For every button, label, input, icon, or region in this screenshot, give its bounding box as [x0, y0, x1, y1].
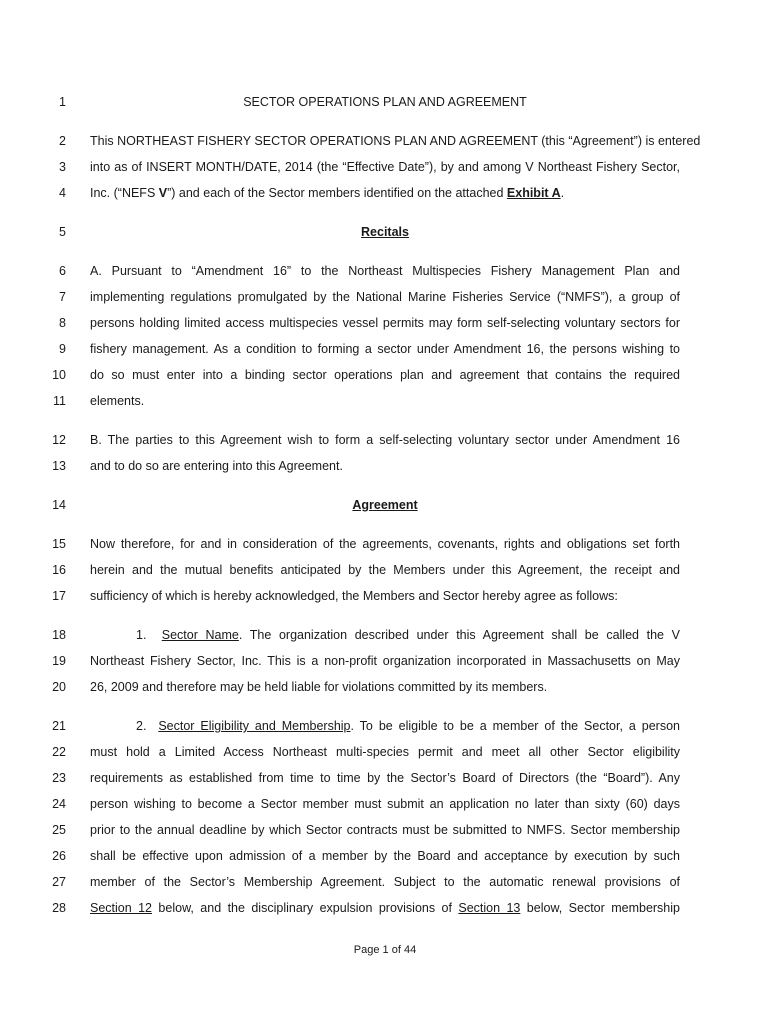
line-number: 7: [59, 290, 66, 304]
line-number: 26: [52, 849, 66, 863]
paragraph-text: herein and the mutual benefits anticipated by the Members under this Agreement, the receipt and: [90, 563, 680, 577]
paragraph-text: 26, 2009 and therefore may be held liable for violations committed by its members.: [90, 680, 548, 694]
line-7: [0, 286, 770, 308]
paragraph-text: requirements as established from time to time by the Sector’s Board of Directors (the “Board”). Any: [90, 771, 680, 785]
line-1: [0, 91, 770, 113]
line-18: [0, 624, 770, 646]
line-25: [0, 819, 770, 841]
exhibit-a-reference: Exhibit A: [506, 186, 561, 200]
line-10: [0, 364, 770, 386]
line-21: [0, 715, 770, 737]
line-number: 6: [59, 264, 66, 278]
paragraph-text: and to do so are entering into this Agreement.: [90, 459, 343, 473]
line-13: [0, 455, 770, 477]
paragraph-text: B. The parties to this Agreement wish to form a self-selecting voluntary sector under Amendment 16: [90, 433, 680, 447]
text-run: . The organization described under this Agreement shall be called the V: [238, 628, 680, 642]
paragraph-text: implementing regulations promulgated by the National Marine Fisheries Service (“NMFS”), a group of: [90, 290, 680, 304]
line-number: 10: [52, 368, 66, 382]
section-title: Sector Name: [161, 628, 239, 642]
line-20: [0, 676, 770, 698]
line-number: 12: [52, 433, 66, 447]
line-15: [0, 533, 770, 555]
line-5: [0, 221, 770, 243]
paragraph-text: do so must enter into a binding sector operations plan and agreement that contains the required: [90, 368, 680, 382]
text-run: .: [560, 186, 565, 200]
line-number: 13: [52, 459, 66, 473]
line-6: [0, 260, 770, 282]
line-number: 23: [52, 771, 66, 785]
line-22: [0, 741, 770, 763]
line-number: 24: [52, 797, 66, 811]
line-26: [0, 845, 770, 867]
paragraph-text: [90, 715, 680, 737]
line-number: 11: [53, 394, 66, 408]
paragraph-text: person wishing to become a Sector member must submit an application no later than sixty (60) days: [90, 797, 680, 811]
line-14: [0, 494, 770, 516]
text-run: Inc. (“NEFS: [90, 186, 159, 200]
section-12-reference: Section 12: [90, 901, 153, 915]
paragraph-text: elements.: [90, 394, 145, 408]
paragraph-text: shall be effective upon admission of a member by the Board and acceptance by execution by such: [90, 849, 680, 863]
text-run: ”) and each of the Sector members identified on the attached: [167, 186, 507, 200]
line-9: [0, 338, 770, 360]
line-number: 14: [52, 498, 66, 512]
line-16: [0, 559, 770, 581]
line-number: 17: [52, 589, 66, 603]
paragraph-text: must hold a Limited Access Northeast multi-species permit and meet all other Sector eligibility: [90, 745, 680, 759]
line-number: 9: [59, 342, 66, 356]
document-title: SECTOR OPERATIONS PLAN AND AGREEMENT: [243, 95, 527, 109]
line-12: [0, 429, 770, 451]
line-number: 27: [52, 875, 66, 889]
line-number: 22: [52, 745, 66, 759]
line-number: 16: [52, 563, 66, 577]
section-13-reference: Section 13: [458, 901, 521, 915]
line-number: 15: [52, 537, 66, 551]
line-2: [0, 130, 770, 152]
paragraph-text: fishery management. As a condition to forming a sector under Amendment 16, the persons wishing to: [90, 342, 680, 356]
paragraph-text: sufficiency of which is hereby acknowledged, the Members and Sector hereby agree as follows:: [90, 589, 618, 603]
line-number: 2: [59, 134, 66, 148]
line-number: 3: [59, 160, 66, 174]
line-3: [0, 156, 770, 178]
paragraph-text: Now therefore, for and in consideration of the agreements, covenants, rights and obligations set forth: [90, 537, 680, 551]
heading-text: Recitals: [361, 225, 409, 239]
line-number: 5: [59, 225, 66, 239]
section-number: 2.: [136, 719, 147, 733]
text-run: below, Sector membership: [520, 901, 680, 915]
heading-text: Agreement: [352, 498, 418, 512]
line-17: [0, 585, 770, 607]
paragraph-text: Northeast Fishery Sector, Inc. This is a non-profit organization incorporated in Massachusetts on May: [90, 654, 680, 668]
paragraph-text: [90, 182, 680, 204]
paragraph-text: prior to the annual deadline by which Sector contracts must be submitted to NMFS. Sector membership: [90, 823, 680, 837]
line-23: [0, 767, 770, 789]
paragraph-text: into as of INSERT MONTH/DATE, 2014 (the “Effective Date”), by and among V Northeast Fishery Sector,: [90, 160, 680, 174]
line-number: 18: [52, 628, 66, 642]
paragraph-text: persons holding limited access multispecies vessel permits may form self-selecting voluntary sectors for: [90, 316, 680, 330]
line-8: [0, 312, 770, 334]
paragraph-text: This NORTHEAST FISHERY SECTOR OPERATIONS PLAN AND AGREEMENT (this “Agreement”) is entered: [90, 134, 701, 148]
text-run-bold: V: [158, 186, 168, 200]
paragraph-text: A. Pursuant to “Amendment 16” to the Northeast Multispecies Fishery Management Plan and: [90, 264, 680, 278]
line-number: 19: [52, 654, 66, 668]
line-11: [0, 390, 770, 412]
line-number: 21: [52, 719, 66, 733]
paragraph-text: [90, 897, 680, 919]
section-title: Sector Eligibility and Membership: [158, 719, 351, 733]
line-number: 4: [59, 186, 66, 200]
agreement-heading: [90, 494, 680, 516]
line-number: 1: [59, 95, 66, 109]
paragraph-text: member of the Sector’s Membership Agreement. Subject to the automatic renewal provisions of: [90, 875, 680, 889]
page-footer: Page 1 of 44: [353, 944, 417, 956]
line-number: 28: [52, 901, 66, 915]
section-number: 1.: [136, 628, 147, 642]
paragraph-text: [90, 624, 680, 646]
line-4: [0, 182, 770, 204]
line-19: [0, 650, 770, 672]
recitals-heading: [90, 221, 680, 243]
line-number: 20: [52, 680, 66, 694]
text-run: below, and the disciplinary expulsion provisions of: [152, 901, 459, 915]
line-24: [0, 793, 770, 815]
line-number: 8: [59, 316, 66, 330]
line-number: 25: [52, 823, 66, 837]
text-run: . To be eligible to be a member of the Sector, a person: [350, 719, 680, 733]
line-28: [0, 897, 770, 919]
line-27: [0, 871, 770, 893]
